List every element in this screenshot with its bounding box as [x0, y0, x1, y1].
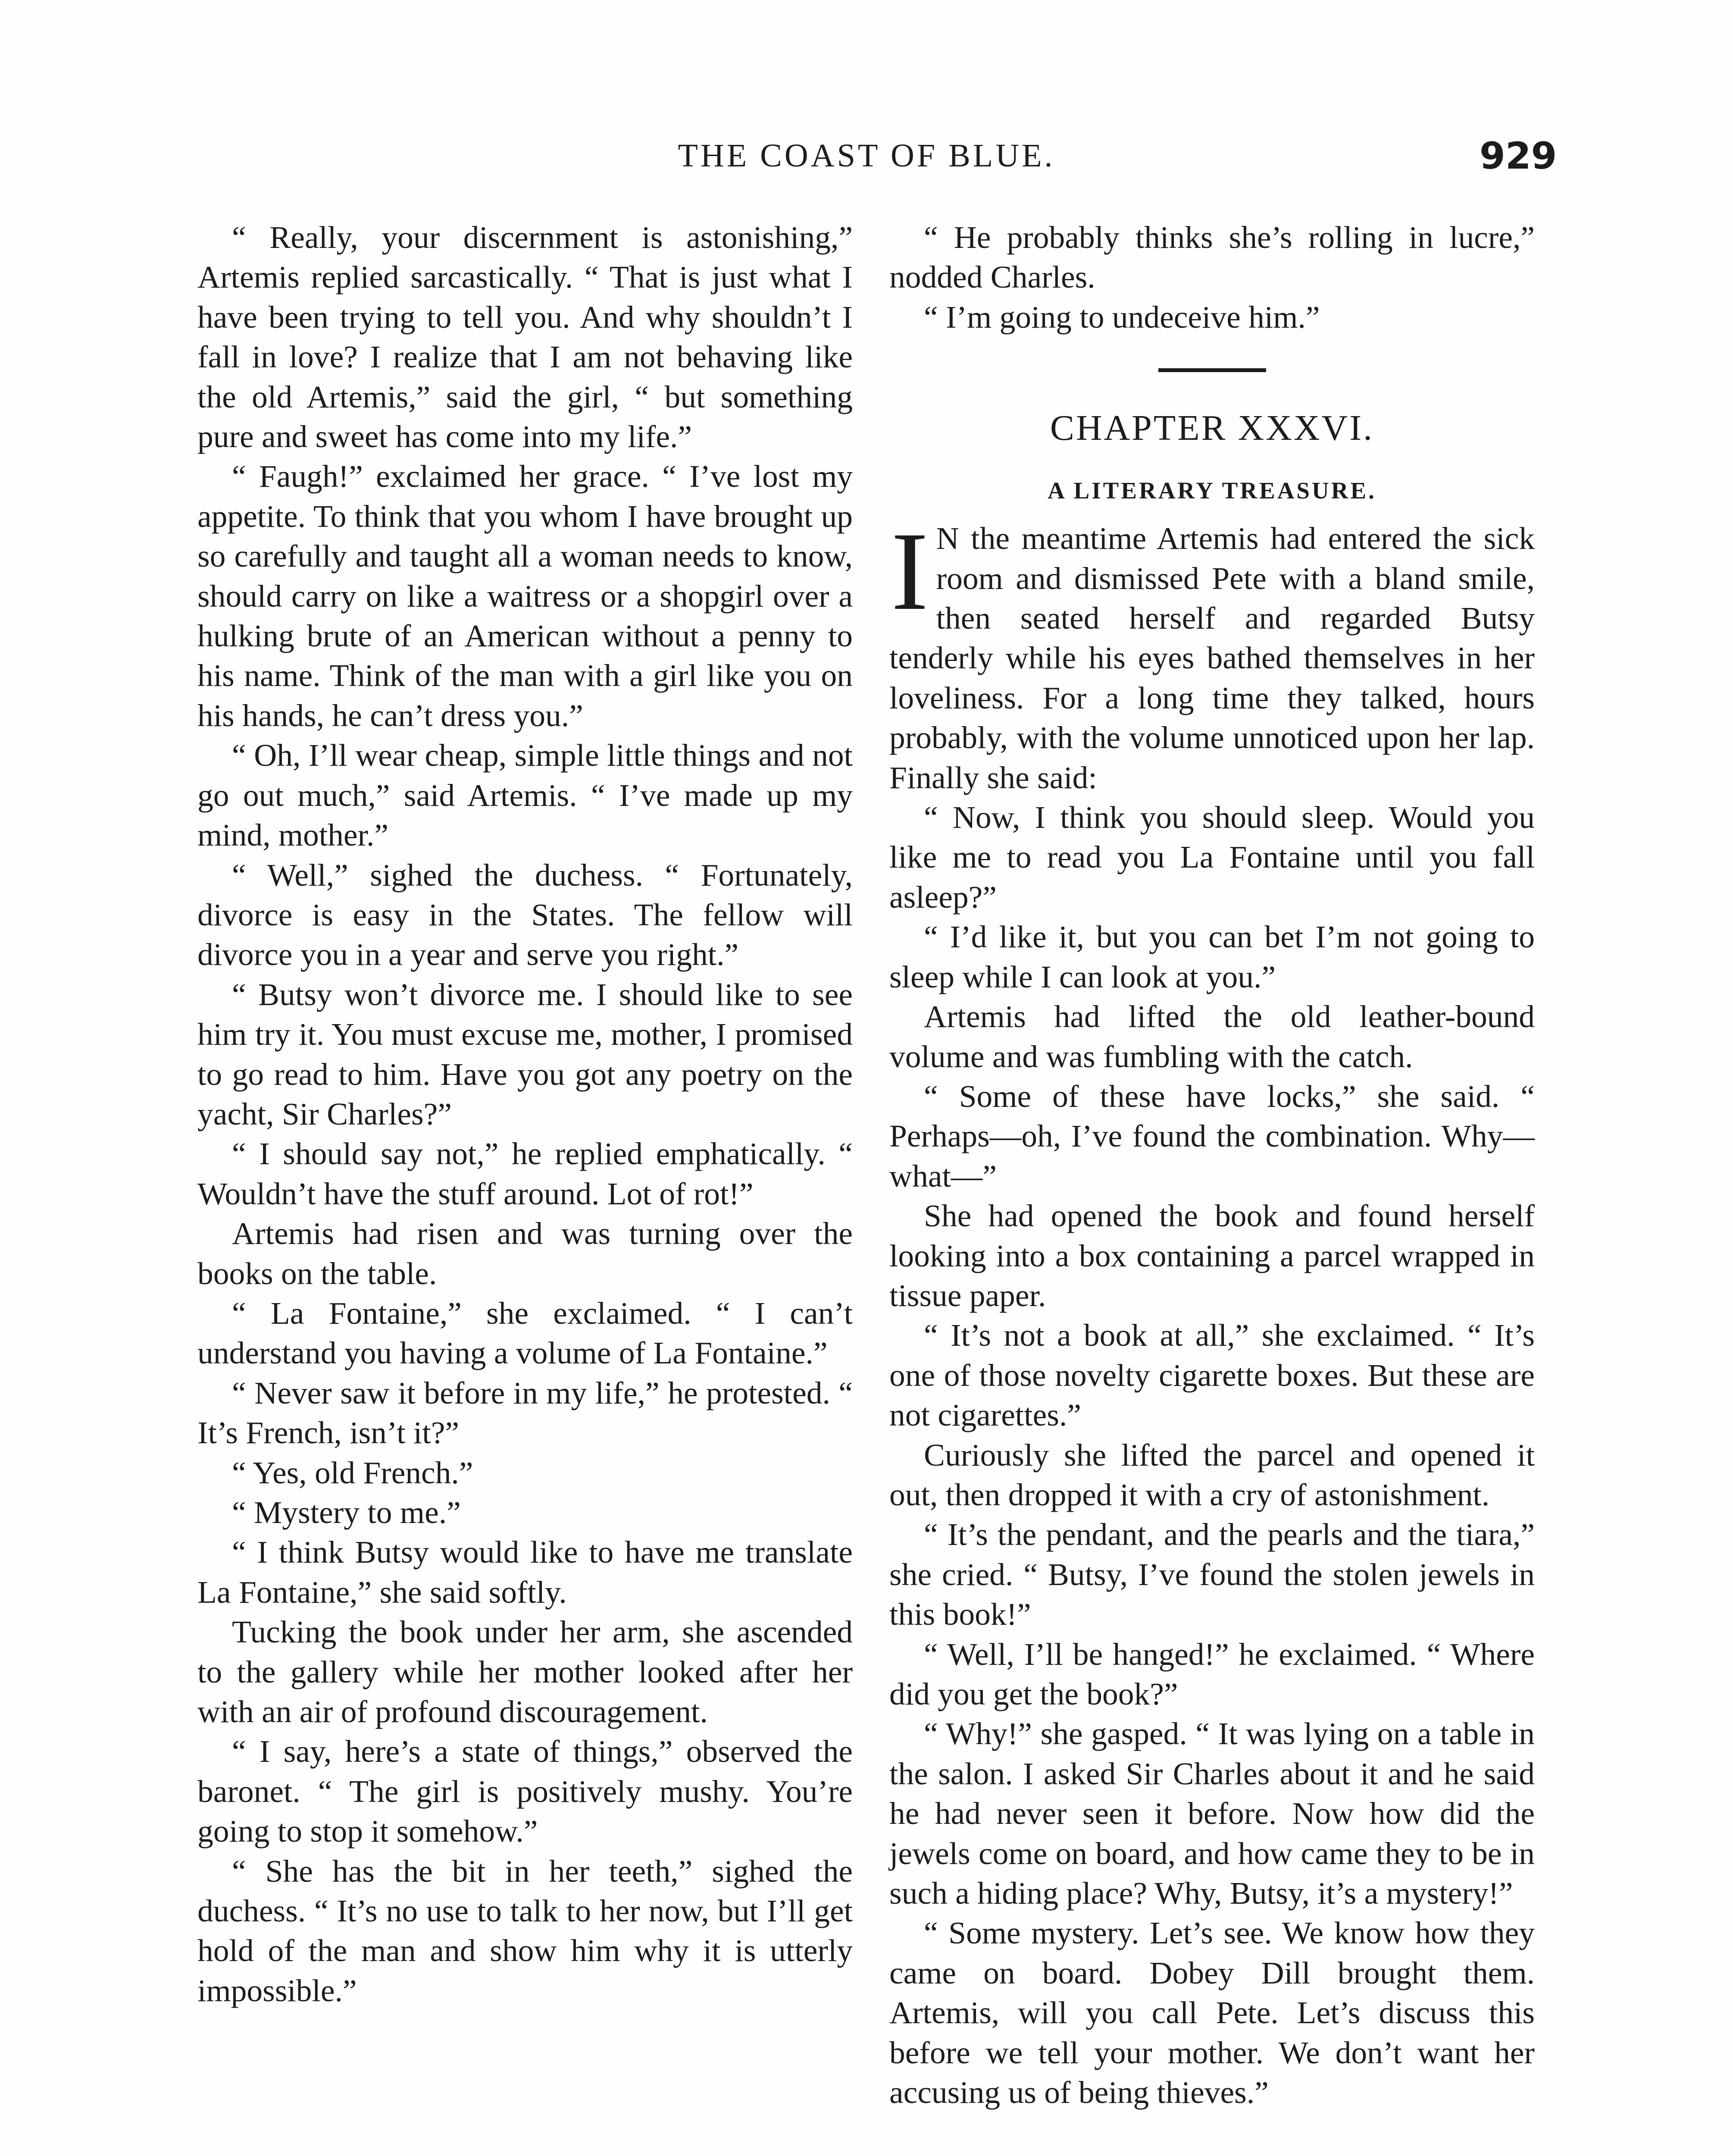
paragraph: “ Well,” sighed the duchess. “ Fortunately, divorce is easy in the States. The fellow will divorce you in a year and serve you right.” — [197, 857, 853, 972]
page-number: 929 — [1480, 135, 1557, 178]
drop-cap: I — [891, 509, 929, 634]
chapter-opening-paragraph — [889, 509, 1535, 798]
paragraph: She had opened the book and found herself looking into a box containing a parcel wrapped in tissue paper. — [889, 1198, 1535, 1313]
paragraph: “ Oh, I’ll wear cheap, simple little things and not go out much,” said Artemis. “ I’ve made up my mind, mother.” — [197, 738, 853, 853]
paragraph: “ I say, here’s a state of things,” observed the baronet. “ The girl is positively mushy. You’re going to stop it somehow.” — [197, 1734, 853, 1849]
paragraph: Artemis had lifted the old leather-bound volume and was fumbling with the catch. — [889, 999, 1535, 1074]
paragraph: “ Some mystery. Let’s see. We know how they came on board. Dobey Dill brought them. Artemis, will you call Pete. Let’s discuss this before we tell your mother. We don’t want her accusing us of being thieves.” — [889, 1915, 1535, 2110]
paragraph: “ I should say not,” he replied emphatically. “ Wouldn’t have the stuff around. Lot of rot!” — [197, 1136, 853, 1211]
paragraph: Curiously she lifted the parcel and opened it out, then dropped it with a cry of astonishment. — [889, 1437, 1535, 1512]
paragraph: “ Never saw it before in my life,” he protested. “ It’s French, isn’t it?” — [197, 1375, 853, 1451]
paragraph: “ Why!” she gasped. “ It was lying on a table in the salon. I asked Sir Charles about it and he said he had never seen it before. Now how did the jewels come on board, and how came they to be in such a hiding place? Why, Butsy, it’s a mystery!” — [889, 1716, 1535, 1911]
right-column — [889, 218, 1535, 2112]
paragraph: “ Faugh!” exclaimed her grace. “ I’ve lost my appetite. To think that you whom I have brought up so carefully and taught all a woman needs to know, should carry on like a waitress or a shopgirl over a hulking brute of an American without a penny to his name. Think of the man with a girl like you on his hands, he can’t dress you.” — [197, 459, 853, 733]
paragraph: “ Mystery to me.” — [232, 1495, 461, 1530]
paragraph: “ She has the bit in her teeth,” sighed the duchess. “ It’s no use to talk to her now, but I’ll get hold of the man and show him why it is utterly impossible.” — [197, 1853, 853, 2008]
chapter-opening-text: N the meantime Artemis had entered the sick room and dismissed Pete with a bland smile, then seated herself and regarded Butsy tenderly while his eyes bathed themselves in her loveliness. For a long time they talked, hours probably, with the volume unnoticed upon her lap. Finally she said: — [889, 521, 1535, 795]
paragraph: Artemis had risen and was turning over the books on the table. — [197, 1216, 853, 1291]
running-title: THE COAST OF BLUE. — [678, 138, 1055, 174]
paragraph: “ La Fontaine,” she exclaimed. “ I can’t understand you having a volume of La Fontaine.” — [197, 1295, 853, 1371]
chapter-heading: CHAPTER XXXVI. — [1050, 408, 1374, 448]
paragraph: “ Butsy won’t divorce me. I should like to see him try it. You must excuse me, mother, I promised to go read to him. Have you got any poetry on the yacht, Sir Charles?” — [197, 977, 853, 1131]
paragraph: “ I’d like it, but you can bet I’m not going to sleep while I can look at you.” — [889, 919, 1535, 994]
chapter-subtitle: A LITERARY TREASURE. — [1048, 477, 1376, 504]
paragraph: “ I think Butsy would like to have me translate La Fontaine,” she said softly. — [197, 1535, 853, 1610]
paragraph: “ Yes, old French.” — [232, 1455, 473, 1490]
paragraph: “ It’s the pendant, and the pearls and the tiara,” she cried. “ Butsy, I’ve found the stolen jewels in this book!” — [889, 1517, 1535, 1632]
paragraph: “ Well, I’ll be hanged!” he exclaimed. “ Where did you get the book?” — [889, 1636, 1535, 1711]
paragraph: “ Now, I think you should sleep. Would you like me to read you La Fontaine until you fall asleep?” — [889, 800, 1535, 915]
paragraph: “ I’m going to undeceive him.” — [924, 299, 1320, 335]
paragraph: “ It’s not a book at all,” she exclaimed. “ It’s one of those novelty cigarette boxes. But these are not cigarettes.” — [889, 1318, 1535, 1433]
section-divider — [1158, 368, 1266, 372]
paragraph: “ Really, your discernment is astonishing,” Artemis replied sarcastically. “ That is just what I have been trying to tell you. And why shouldn’t I fall in love? I realize that I am not behaving like the old Artemis,” said the girl, “ but something pure and sweet has come into my life.” — [197, 220, 853, 454]
left-column — [197, 218, 853, 2011]
paragraph: “ He probably thinks she’s rolling in lucre,” nodded Charles. — [889, 220, 1535, 295]
paragraph: “ Some of these have locks,” she said. “ Perhaps—oh, I’ve found the combination. Why—what—” — [889, 1078, 1535, 1194]
paragraph: Tucking the book under her arm, she ascended to the gallery while her mother looked after her with an air of profound discouragement. — [197, 1614, 853, 1730]
